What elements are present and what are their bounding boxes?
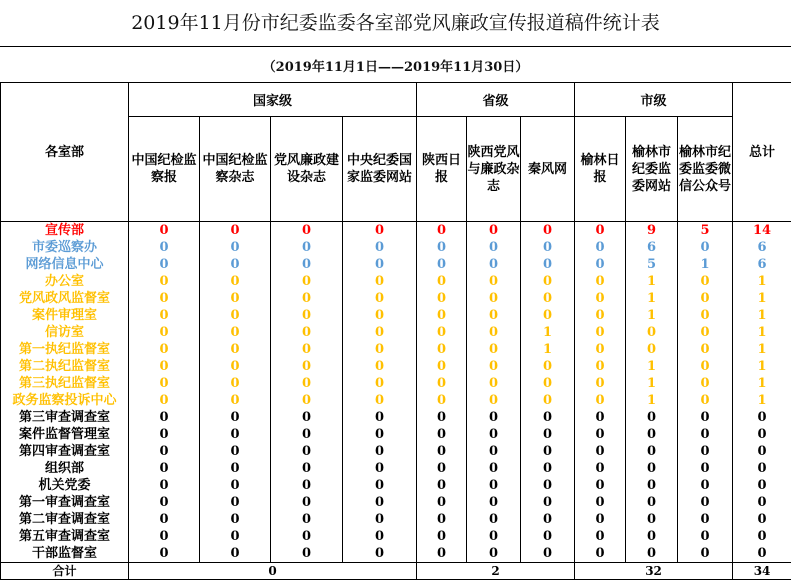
row-value-cell: 0	[678, 341, 733, 358]
row-value-cell: 1	[678, 256, 733, 273]
row-value-cell: 0	[678, 511, 733, 528]
row-total-cell: 6	[733, 256, 791, 273]
row-value-cell: 0	[521, 409, 575, 426]
row-value-cell: 0	[467, 273, 521, 290]
row-value-cell: 0	[521, 273, 575, 290]
row-value-cell: 0	[678, 409, 733, 426]
row-value-cell: 0	[467, 443, 521, 460]
row-total-cell: 0	[733, 545, 791, 563]
row-value-cell: 0	[343, 477, 417, 494]
row-value-cell: 1	[521, 324, 575, 341]
row-value-cell: 0	[200, 528, 271, 545]
row-total-cell: 14	[733, 222, 791, 240]
row-dept-name: 第五审查调查室	[1, 528, 129, 545]
row-value-cell: 0	[343, 256, 417, 273]
col-header-municipal-2: 榆林市纪委监委网站	[626, 117, 678, 222]
table-row	[1, 494, 791, 511]
table-row	[1, 222, 791, 240]
table-row	[1, 358, 791, 375]
row-dept-name: 第二审查调查室	[1, 511, 129, 528]
table-row	[1, 460, 791, 477]
row-value-cell: 0	[271, 358, 343, 375]
row-value-cell: 0	[521, 511, 575, 528]
row-value-cell: 0	[271, 477, 343, 494]
row-value-cell: 0	[467, 239, 521, 256]
row-value-cell: 0	[575, 460, 626, 477]
table-row	[1, 375, 791, 392]
row-value-cell: 0	[678, 375, 733, 392]
col-header-national-4: 中央纪委国家监委网站	[343, 117, 417, 222]
row-value-cell: 0	[417, 494, 467, 511]
row-total-cell: 0	[733, 443, 791, 460]
row-value-cell: 0	[467, 409, 521, 426]
row-value-cell: 0	[271, 443, 343, 460]
row-value-cell: 1	[626, 273, 678, 290]
row-value-cell: 0	[200, 477, 271, 494]
row-value-cell: 0	[467, 256, 521, 273]
row-dept-name: 第三审查调查室	[1, 409, 129, 426]
table-row	[1, 409, 791, 426]
row-value-cell: 0	[575, 409, 626, 426]
row-total-cell: 0	[733, 426, 791, 443]
row-value-cell: 0	[467, 341, 521, 358]
row-value-cell: 0	[678, 290, 733, 307]
row-value-cell: 0	[129, 460, 200, 477]
row-value-cell: 0	[129, 222, 200, 240]
row-value-cell: 0	[343, 528, 417, 545]
row-value-cell: 0	[200, 256, 271, 273]
row-value-cell: 0	[575, 290, 626, 307]
row-value-cell: 0	[678, 392, 733, 409]
row-value-cell: 0	[417, 545, 467, 563]
row-value-cell: 0	[129, 511, 200, 528]
row-value-cell: 0	[417, 358, 467, 375]
row-value-cell: 0	[575, 545, 626, 563]
row-value-cell: 0	[575, 375, 626, 392]
row-value-cell: 0	[200, 239, 271, 256]
row-total-cell: 1	[733, 341, 791, 358]
row-value-cell: 5	[678, 222, 733, 240]
row-value-cell: 0	[575, 256, 626, 273]
row-value-cell: 0	[343, 324, 417, 341]
row-value-cell: 0	[467, 290, 521, 307]
row-value-cell: 0	[343, 392, 417, 409]
row-value-cell: 0	[575, 494, 626, 511]
row-value-cell: 0	[271, 239, 343, 256]
row-value-cell: 0	[271, 460, 343, 477]
row-value-cell: 0	[678, 273, 733, 290]
row-value-cell: 0	[678, 443, 733, 460]
row-dept-name: 第三执纪监督室	[1, 375, 129, 392]
row-value-cell: 0	[271, 528, 343, 545]
row-dept-name: 市委巡察办	[1, 239, 129, 256]
table-row	[1, 290, 791, 307]
table-row	[1, 341, 791, 358]
row-value-cell: 0	[417, 324, 467, 341]
row-value-cell: 0	[129, 358, 200, 375]
row-value-cell: 5	[626, 256, 678, 273]
row-value-cell: 0	[271, 256, 343, 273]
col-header-national-1: 中国纪检监察报	[129, 117, 200, 222]
row-value-cell: 0	[626, 426, 678, 443]
total-municipal: 32	[575, 563, 733, 580]
row-value-cell: 0	[129, 545, 200, 563]
row-value-cell: 0	[521, 392, 575, 409]
group-header-national: 国家级	[129, 83, 417, 117]
row-value-cell: 0	[575, 324, 626, 341]
row-value-cell: 0	[343, 511, 417, 528]
table-row	[1, 511, 791, 528]
row-value-cell: 0	[575, 358, 626, 375]
row-dept-name: 案件审理室	[1, 307, 129, 324]
row-value-cell: 0	[129, 256, 200, 273]
row-dept-name: 政务监察投诉中心	[1, 392, 129, 409]
row-value-cell: 0	[200, 273, 271, 290]
row-value-cell: 0	[129, 290, 200, 307]
row-value-cell: 0	[521, 222, 575, 240]
totals-label: 合计	[1, 563, 129, 580]
row-value-cell: 0	[200, 324, 271, 341]
row-value-cell: 0	[678, 460, 733, 477]
row-value-cell: 0	[417, 443, 467, 460]
row-value-cell: 0	[271, 290, 343, 307]
row-value-cell: 0	[626, 477, 678, 494]
row-value-cell: 0	[343, 341, 417, 358]
row-value-cell: 0	[129, 409, 200, 426]
row-value-cell: 1	[521, 341, 575, 358]
row-value-cell: 0	[200, 290, 271, 307]
row-value-cell: 0	[521, 460, 575, 477]
table-row	[1, 528, 791, 545]
row-value-cell: 0	[271, 545, 343, 563]
row-value-cell: 0	[521, 426, 575, 443]
row-value-cell: 0	[626, 324, 678, 341]
table-row	[1, 545, 791, 563]
col-header-provincial-3: 秦风网	[521, 117, 575, 222]
row-value-cell: 0	[343, 545, 417, 563]
table-row	[1, 392, 791, 409]
table-row	[1, 273, 791, 290]
row-value-cell: 0	[575, 528, 626, 545]
date-range-subtitle: （2019年11月1日——2019年11月30日）	[262, 60, 529, 75]
row-value-cell: 0	[417, 375, 467, 392]
row-value-cell: 0	[200, 392, 271, 409]
row-value-cell: 0	[575, 273, 626, 290]
row-value-cell: 0	[417, 273, 467, 290]
row-value-cell: 0	[417, 460, 467, 477]
row-value-cell: 0	[129, 494, 200, 511]
row-value-cell: 0	[467, 307, 521, 324]
row-total-cell: 0	[733, 409, 791, 426]
row-value-cell: 0	[417, 426, 467, 443]
row-value-cell: 0	[271, 494, 343, 511]
row-value-cell: 0	[129, 375, 200, 392]
row-value-cell: 0	[271, 375, 343, 392]
col-header-provincial-1: 陕西日报	[417, 117, 467, 222]
row-value-cell: 0	[678, 477, 733, 494]
row-value-cell: 0	[271, 324, 343, 341]
row-total-cell: 1	[733, 375, 791, 392]
row-value-cell: 0	[417, 528, 467, 545]
group-header-provincial: 省级	[417, 83, 575, 117]
total-provincial: 2	[417, 563, 575, 580]
row-value-cell: 0	[200, 426, 271, 443]
row-value-cell: 0	[271, 273, 343, 290]
row-value-cell: 0	[200, 443, 271, 460]
row-dept-name: 机关党委	[1, 477, 129, 494]
row-value-cell: 0	[343, 358, 417, 375]
row-total-cell: 0	[733, 477, 791, 494]
table-row	[1, 256, 791, 273]
row-value-cell: 0	[343, 307, 417, 324]
row-value-cell: 0	[200, 307, 271, 324]
row-value-cell: 0	[678, 358, 733, 375]
row-value-cell: 0	[271, 409, 343, 426]
row-value-cell: 0	[626, 511, 678, 528]
row-value-cell: 0	[521, 239, 575, 256]
row-dept-name: 信访室	[1, 324, 129, 341]
row-value-cell: 0	[200, 494, 271, 511]
row-total-cell: 0	[733, 511, 791, 528]
row-value-cell: 0	[417, 477, 467, 494]
row-value-cell: 0	[521, 290, 575, 307]
group-header-municipal: 市级	[575, 83, 733, 117]
row-value-cell: 0	[626, 443, 678, 460]
table-row	[1, 324, 791, 341]
row-value-cell: 0	[200, 222, 271, 240]
row-value-cell: 0	[129, 426, 200, 443]
row-value-cell: 0	[200, 545, 271, 563]
row-value-cell: 0	[575, 222, 626, 240]
row-value-cell: 0	[271, 307, 343, 324]
row-value-cell: 0	[271, 222, 343, 240]
row-value-cell: 0	[521, 375, 575, 392]
col-header-municipal-1: 榆林日报	[575, 117, 626, 222]
row-dept-name: 案件监督管理室	[1, 426, 129, 443]
row-total-cell: 1	[733, 290, 791, 307]
row-value-cell: 0	[467, 460, 521, 477]
row-value-cell: 0	[129, 341, 200, 358]
row-value-cell: 0	[417, 392, 467, 409]
row-dept-name: 党风政风监督室	[1, 290, 129, 307]
row-value-cell: 0	[467, 358, 521, 375]
row-value-cell: 0	[129, 239, 200, 256]
row-value-cell: 0	[678, 324, 733, 341]
row-value-cell: 0	[521, 443, 575, 460]
row-value-cell: 0	[343, 494, 417, 511]
row-value-cell: 0	[417, 256, 467, 273]
row-value-cell: 1	[626, 307, 678, 324]
row-value-cell: 1	[626, 375, 678, 392]
row-value-cell: 0	[575, 477, 626, 494]
row-value-cell: 0	[575, 392, 626, 409]
row-value-cell: 0	[467, 494, 521, 511]
row-value-cell: 0	[626, 494, 678, 511]
row-total-cell: 1	[733, 273, 791, 290]
row-value-cell: 0	[129, 443, 200, 460]
row-value-cell: 0	[343, 290, 417, 307]
row-value-cell: 0	[129, 307, 200, 324]
row-value-cell: 0	[200, 409, 271, 426]
totals-row	[1, 563, 791, 580]
row-value-cell: 0	[467, 222, 521, 240]
row-value-cell: 0	[575, 239, 626, 256]
row-value-cell: 1	[626, 290, 678, 307]
row-value-cell: 0	[678, 307, 733, 324]
row-dept-name: 宣传部	[1, 222, 129, 240]
col-header-national-2: 中国纪检监察杂志	[200, 117, 271, 222]
row-value-cell: 0	[200, 358, 271, 375]
row-value-cell: 0	[417, 341, 467, 358]
row-value-cell: 0	[678, 239, 733, 256]
row-value-cell: 0	[271, 426, 343, 443]
row-value-cell: 0	[343, 443, 417, 460]
row-value-cell: 0	[626, 460, 678, 477]
row-value-cell: 0	[343, 222, 417, 240]
row-value-cell: 0	[343, 273, 417, 290]
row-value-cell: 0	[417, 307, 467, 324]
row-dept-name: 网络信息中心	[1, 256, 129, 273]
row-value-cell: 0	[678, 545, 733, 563]
row-total-cell: 0	[733, 460, 791, 477]
sheet-title: 2019年11月份市纪委监委各室部党风廉政宣传报道稿件统计表	[0, 0, 791, 47]
row-value-cell: 0	[343, 460, 417, 477]
row-value-cell: 0	[129, 528, 200, 545]
row-value-cell: 0	[521, 307, 575, 324]
table-body	[1, 222, 791, 563]
row-value-cell: 0	[575, 511, 626, 528]
col-header-provincial-2: 陕西党风与廉政杂志	[467, 117, 521, 222]
row-dept-name: 第一审查调查室	[1, 494, 129, 511]
row-value-cell: 0	[129, 392, 200, 409]
row-value-cell: 1	[626, 358, 678, 375]
row-value-cell: 0	[129, 324, 200, 341]
row-total-cell: 1	[733, 324, 791, 341]
row-value-cell: 6	[626, 239, 678, 256]
row-value-cell: 0	[467, 375, 521, 392]
row-value-cell: 0	[200, 341, 271, 358]
row-value-cell: 0	[271, 392, 343, 409]
row-value-cell: 0	[521, 528, 575, 545]
row-value-cell: 0	[129, 273, 200, 290]
col-header-national-3: 党风廉政建设杂志	[271, 117, 343, 222]
row-value-cell: 0	[626, 545, 678, 563]
row-value-cell: 0	[575, 341, 626, 358]
row-value-cell: 0	[417, 290, 467, 307]
table-row	[1, 443, 791, 460]
row-total-cell: 0	[733, 528, 791, 545]
row-value-cell: 0	[343, 409, 417, 426]
row-value-cell: 0	[417, 239, 467, 256]
row-value-cell: 0	[271, 341, 343, 358]
row-value-cell: 0	[521, 358, 575, 375]
row-value-cell: 0	[521, 256, 575, 273]
row-value-cell: 0	[575, 307, 626, 324]
row-value-cell: 0	[200, 460, 271, 477]
row-value-cell: 0	[417, 511, 467, 528]
col-header-municipal-3: 榆林市纪委监委微信公众号	[678, 117, 733, 222]
row-value-cell: 0	[271, 511, 343, 528]
row-dept-name: 组织部	[1, 460, 129, 477]
row-value-cell: 0	[678, 426, 733, 443]
row-value-cell: 0	[467, 477, 521, 494]
row-value-cell: 0	[343, 426, 417, 443]
row-dept-name: 办公室	[1, 273, 129, 290]
row-total-cell: 0	[733, 494, 791, 511]
row-value-cell: 0	[575, 426, 626, 443]
row-value-cell: 1	[626, 392, 678, 409]
row-total-cell: 1	[733, 392, 791, 409]
row-value-cell: 0	[417, 409, 467, 426]
row-value-cell: 0	[467, 324, 521, 341]
row-value-cell: 0	[626, 409, 678, 426]
row-value-cell: 0	[467, 545, 521, 563]
table-row	[1, 239, 791, 256]
row-value-cell: 0	[467, 511, 521, 528]
row-value-cell: 0	[521, 494, 575, 511]
total-column-header: 总计	[733, 83, 791, 222]
row-dept-name: 第一执纪监督室	[1, 341, 129, 358]
row-value-cell: 0	[575, 443, 626, 460]
row-value-cell: 0	[678, 494, 733, 511]
row-total-cell: 6	[733, 239, 791, 256]
row-dept-name: 第二执纪监督室	[1, 358, 129, 375]
row-value-cell: 0	[521, 545, 575, 563]
row-value-cell: 0	[129, 477, 200, 494]
row-value-cell: 0	[467, 528, 521, 545]
table-row	[1, 307, 791, 324]
total-national: 0	[129, 563, 417, 580]
dept-column-header: 各室部	[1, 83, 129, 222]
row-value-cell: 9	[626, 222, 678, 240]
row-total-cell: 1	[733, 307, 791, 324]
row-value-cell: 0	[678, 528, 733, 545]
row-dept-name: 干部监督室	[1, 545, 129, 563]
row-value-cell: 0	[467, 392, 521, 409]
row-total-cell: 1	[733, 358, 791, 375]
row-value-cell: 0	[343, 375, 417, 392]
row-value-cell: 0	[200, 375, 271, 392]
statistics-table	[0, 82, 791, 580]
total-grand: 34	[733, 563, 791, 580]
row-value-cell: 0	[626, 528, 678, 545]
row-value-cell: 0	[521, 477, 575, 494]
row-value-cell: 0	[343, 239, 417, 256]
row-dept-name: 第四审查调查室	[1, 443, 129, 460]
row-value-cell: 0	[626, 341, 678, 358]
table-row	[1, 477, 791, 494]
row-value-cell: 0	[417, 222, 467, 240]
row-value-cell: 0	[467, 426, 521, 443]
row-value-cell: 0	[200, 511, 271, 528]
table-row	[1, 426, 791, 443]
